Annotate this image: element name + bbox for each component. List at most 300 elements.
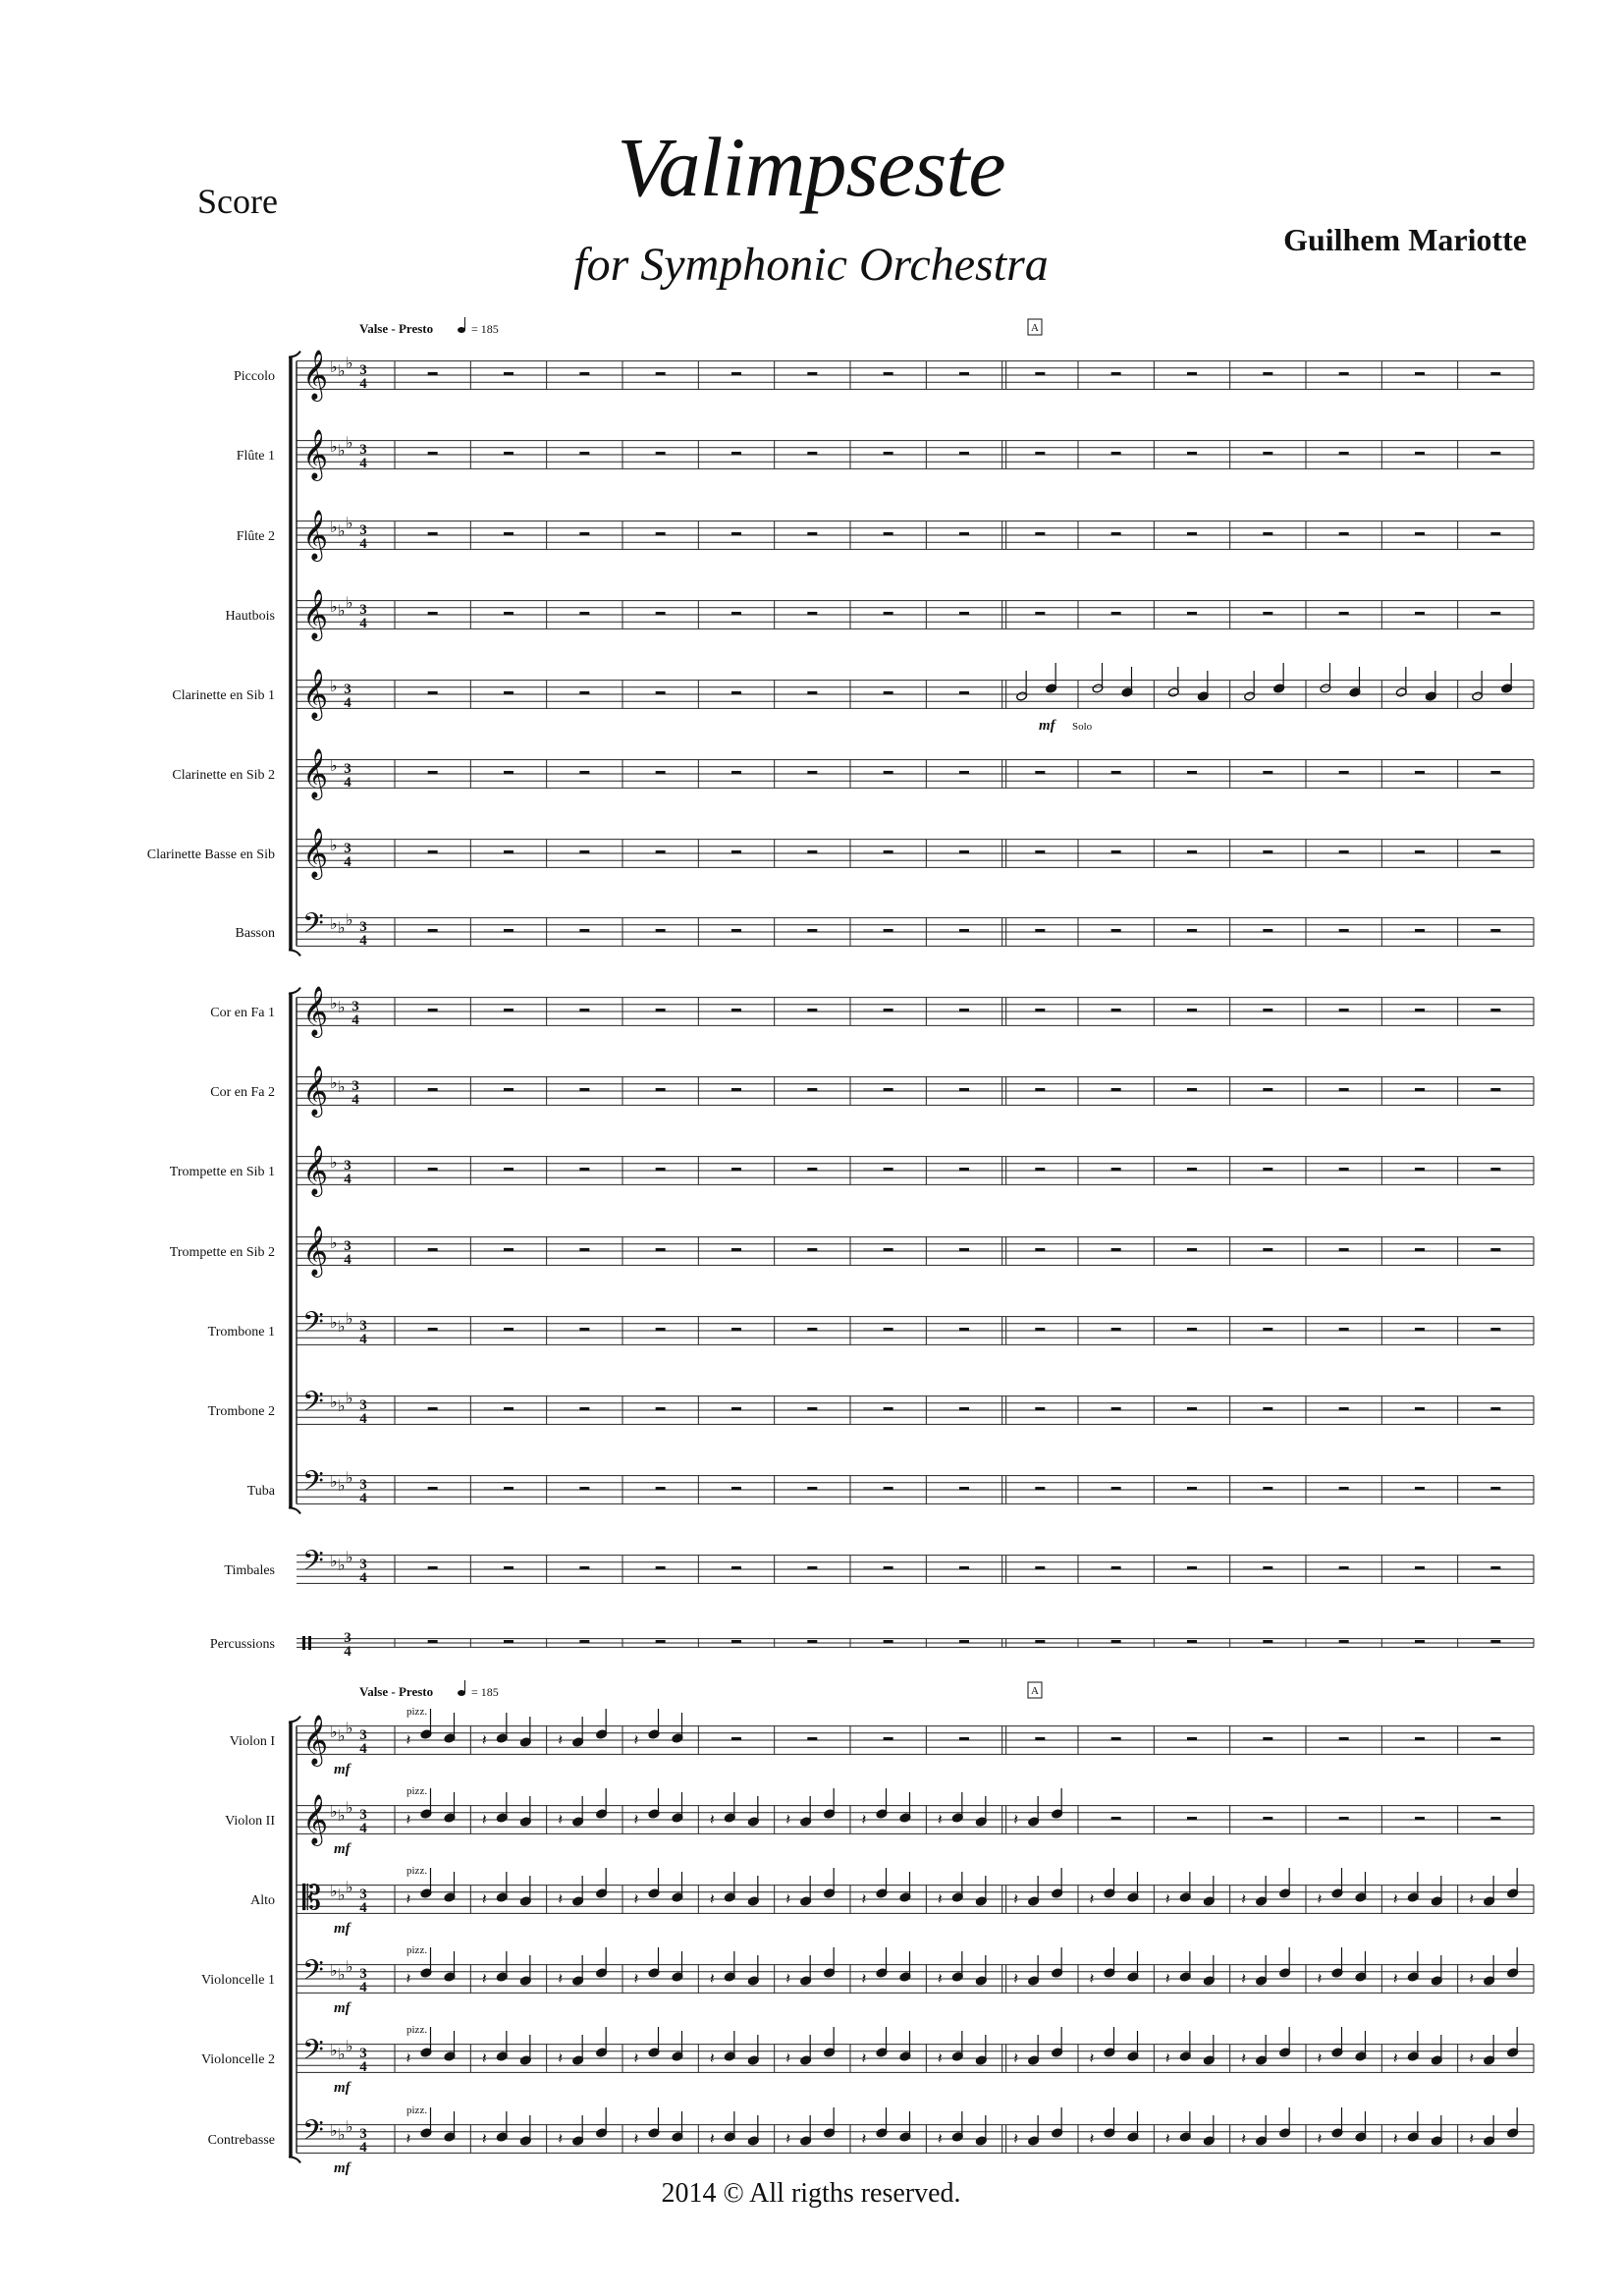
measure-rest xyxy=(428,1407,438,1410)
flat-sign: ♭ xyxy=(346,354,353,372)
measure-rest xyxy=(731,532,741,535)
measure-rest xyxy=(1263,1487,1272,1490)
dynamic-marking: mf xyxy=(334,1921,351,1937)
quarter-rest: 𝄽 xyxy=(1469,2129,1475,2148)
time-signature-bottom: 4 xyxy=(359,1980,367,1995)
measure-rest xyxy=(731,850,741,853)
measure-rest xyxy=(1263,1009,1272,1011)
measure-rest xyxy=(807,532,817,535)
instrument-name: Flûte 2 xyxy=(236,529,275,544)
flat-sign: ♭ xyxy=(338,2125,346,2144)
flat-sign: ♭ xyxy=(330,597,338,616)
measure-rest xyxy=(1339,1009,1349,1011)
flat-sign: ♭ xyxy=(338,1556,346,1574)
quarter-rest: 𝄽 xyxy=(633,1730,639,1749)
measure-rest xyxy=(656,1487,666,1490)
time-signature-bottom: 4 xyxy=(351,1092,359,1108)
piece-title: Valimpseste xyxy=(617,120,1005,214)
quarter-rest: 𝄽 xyxy=(633,1889,639,1908)
measure-rest xyxy=(428,850,438,853)
quarter-rest: 𝄽 xyxy=(1317,2129,1323,2148)
quarter-rest: 𝄽 xyxy=(785,1889,791,1908)
measure-rest xyxy=(579,1640,589,1643)
flat-sign: ♭ xyxy=(338,361,346,380)
time-signature-top: 3 xyxy=(359,919,367,935)
quarter-rest: 𝄽 xyxy=(633,1810,639,1829)
measure-rest xyxy=(579,1566,589,1569)
measure-rest xyxy=(1111,929,1121,932)
quarter-rest: 𝄽 xyxy=(937,1889,943,1908)
time-signature-bottom: 4 xyxy=(359,2059,367,2075)
treble-clef: 𝄞 xyxy=(302,986,329,1036)
measure-rest xyxy=(731,372,741,375)
time-signature-bottom: 4 xyxy=(359,1570,367,1586)
measure-rest xyxy=(884,612,893,615)
measure-rest xyxy=(1263,1168,1272,1171)
time-signature-top: 3 xyxy=(344,1238,351,1254)
time-signature-bottom: 4 xyxy=(359,616,367,631)
tempo-note-icon xyxy=(458,1690,465,1696)
measure-rest xyxy=(731,1737,741,1740)
bass-clef: 𝄢 xyxy=(302,1465,324,1504)
time-signature-bottom: 4 xyxy=(359,1900,367,1916)
flat-sign: ♭ xyxy=(330,357,338,376)
time-signature-bottom: 4 xyxy=(344,775,351,791)
measure-rest xyxy=(428,1487,438,1490)
measure-rest xyxy=(1035,1737,1045,1740)
quarter-rest: 𝄽 xyxy=(633,1969,639,1988)
tempo-marking: Valse - Presto xyxy=(359,1684,434,1699)
measure-rest xyxy=(656,532,666,535)
flat-sign: ♭ xyxy=(346,1957,353,1976)
measure-rest xyxy=(884,1407,893,1410)
instrument-name: Violon II xyxy=(225,1814,275,1829)
quarter-rest: 𝄽 xyxy=(1164,2049,1170,2067)
measure-rest xyxy=(504,1248,514,1251)
measure-rest xyxy=(1035,1640,1045,1643)
measure-rest xyxy=(959,929,969,932)
quarter-rest: 𝄽 xyxy=(861,1810,867,1829)
measure-rest xyxy=(959,691,969,694)
measure-rest xyxy=(1263,850,1272,853)
measure-rest xyxy=(1415,452,1425,455)
measure-rest xyxy=(1490,1737,1500,1740)
measure-rest xyxy=(1415,1407,1425,1410)
instrument-name: Cor en Fa 2 xyxy=(210,1085,275,1100)
time-signature-bottom: 4 xyxy=(351,1012,359,1028)
bracket-hook xyxy=(289,352,300,357)
quarter-rest: 𝄽 xyxy=(1469,1889,1475,1908)
flat-sign: ♭ xyxy=(338,1396,346,1415)
bass-clef: 𝄢 xyxy=(302,1954,324,1994)
flat-sign: ♭ xyxy=(346,1798,353,1817)
measure-rest xyxy=(1187,452,1197,455)
measure-rest xyxy=(731,1248,741,1251)
measure-rest xyxy=(579,771,589,774)
quarter-rest: 𝄽 xyxy=(1392,2129,1398,2148)
measure-rest xyxy=(1490,452,1500,455)
measure-rest xyxy=(1490,929,1500,932)
measure-rest xyxy=(1263,771,1272,774)
quarter-rest: 𝄽 xyxy=(1317,1969,1323,1988)
measure-rest xyxy=(731,929,741,932)
measure-rest xyxy=(504,372,514,375)
quarter-rest: 𝄽 xyxy=(1089,1969,1095,1988)
measure-rest xyxy=(1263,1407,1272,1410)
measure-rest xyxy=(1035,850,1045,853)
instrument-name: Piccolo xyxy=(234,369,275,384)
flat-sign: ♭ xyxy=(346,1719,353,1737)
measure-rest xyxy=(1035,771,1045,774)
measure-rest xyxy=(1111,532,1121,535)
measure-rest xyxy=(1187,771,1197,774)
measure-rest xyxy=(1187,612,1197,615)
measure-rest xyxy=(504,1640,514,1643)
measure-rest xyxy=(1111,1088,1121,1091)
quarter-rest: 𝄽 xyxy=(861,1889,867,1908)
measure-rest xyxy=(884,1009,893,1011)
measure-rest xyxy=(1111,1487,1121,1490)
measure-rest xyxy=(807,372,817,375)
time-signature-bottom: 4 xyxy=(359,1491,367,1506)
measure-rest xyxy=(1415,850,1425,853)
quarter-rest: 𝄽 xyxy=(1241,2129,1247,2148)
flat-sign: ♭ xyxy=(330,1313,338,1332)
measure-rest xyxy=(428,452,438,455)
treble-clef: 𝄞 xyxy=(302,1715,329,1765)
measure-rest xyxy=(1187,1407,1197,1410)
measure-rest xyxy=(428,532,438,535)
measure-rest xyxy=(1490,1009,1500,1011)
measure-rest xyxy=(1490,1566,1500,1569)
time-signature-top: 3 xyxy=(359,1477,367,1493)
measure-rest xyxy=(1415,372,1425,375)
alto-clef: 𝄡 xyxy=(302,1879,321,1918)
measure-rest xyxy=(884,1737,893,1740)
measure-rest xyxy=(731,1640,741,1643)
measure-rest xyxy=(959,1248,969,1251)
measure-rest xyxy=(1339,532,1349,535)
measure-rest xyxy=(1490,1088,1500,1091)
treble-clef: 𝄞 xyxy=(302,1066,329,1116)
time-signature-top: 3 xyxy=(359,442,367,458)
quarter-rest: 𝄽 xyxy=(861,2049,867,2067)
time-signature-bottom: 4 xyxy=(359,1411,367,1427)
measure-rest xyxy=(428,1168,438,1171)
quarter-rest: 𝄽 xyxy=(1089,1889,1095,1908)
measure-rest xyxy=(1111,1328,1121,1331)
measure-rest xyxy=(504,691,514,694)
measure-rest xyxy=(807,1248,817,1251)
instrument-name: Trompette en Sib 1 xyxy=(169,1165,275,1179)
tempo-note-icon xyxy=(458,327,465,333)
measure-rest xyxy=(1490,1407,1500,1410)
measure-rest xyxy=(1415,1737,1425,1740)
quarter-rest: 𝄽 xyxy=(861,2129,867,2148)
measure-rest xyxy=(579,1328,589,1331)
measure-rest xyxy=(428,372,438,375)
quarter-rest: 𝄽 xyxy=(406,1969,411,1988)
measure-rest xyxy=(656,612,666,615)
instrument-name: Clarinette Basse en Sib xyxy=(146,847,275,862)
measure-rest xyxy=(807,691,817,694)
instrument-name: Violoncelle 1 xyxy=(201,1973,275,1988)
tempo-bpm: = 185 xyxy=(471,1685,499,1699)
measure-rest xyxy=(807,771,817,774)
quarter-rest: 𝄽 xyxy=(633,2129,639,2148)
measure-rest xyxy=(656,372,666,375)
measure-rest xyxy=(1187,1248,1197,1251)
flat-sign: ♭ xyxy=(330,518,338,536)
measure-rest xyxy=(656,1328,666,1331)
time-signature-top: 3 xyxy=(344,682,351,697)
measure-rest xyxy=(1339,1487,1349,1490)
time-signature-top: 3 xyxy=(359,2046,367,2061)
flat-sign: ♭ xyxy=(338,998,346,1016)
instrument-name: Violoncelle 2 xyxy=(201,2052,275,2067)
quarter-rest: 𝄽 xyxy=(406,2049,411,2067)
measure-rest xyxy=(1490,1248,1500,1251)
measure-rest xyxy=(1187,1817,1197,1820)
measure-rest xyxy=(428,691,438,694)
measure-rest xyxy=(428,1328,438,1331)
measure-rest xyxy=(579,1407,589,1410)
measure-rest xyxy=(1035,1009,1045,1011)
measure-rest xyxy=(1415,612,1425,615)
treble-clef: 𝄞 xyxy=(302,589,329,639)
quarter-rest: 𝄽 xyxy=(1241,1969,1247,1988)
measure-rest xyxy=(1111,771,1121,774)
measure-rest xyxy=(1035,1328,1045,1331)
measure-rest xyxy=(1490,1817,1500,1820)
measure-rest xyxy=(1111,452,1121,455)
flat-sign: ♭ xyxy=(346,514,353,532)
measure-rest xyxy=(807,1088,817,1091)
measure-rest xyxy=(731,1009,741,1011)
measure-rest xyxy=(504,1407,514,1410)
flat-sign: ♭ xyxy=(346,593,353,612)
measure-rest xyxy=(504,850,514,853)
dynamic-marking: mf xyxy=(334,2080,351,2096)
flat-sign: ♭ xyxy=(338,1476,346,1495)
measure-rest xyxy=(1339,1817,1349,1820)
flat-sign: ♭ xyxy=(338,1806,346,1825)
measure-rest xyxy=(1111,1009,1121,1011)
flat-sign: ♭ xyxy=(346,1389,353,1407)
measure-rest xyxy=(807,929,817,932)
time-signature-bottom: 4 xyxy=(359,1821,367,1836)
measure-rest xyxy=(428,1248,438,1251)
measure-rest xyxy=(1415,1487,1425,1490)
flat-sign: ♭ xyxy=(338,1077,346,1096)
quarter-rest: 𝄽 xyxy=(709,1969,715,1988)
quarter-rest: 𝄽 xyxy=(481,1969,487,1988)
instrument-name: Flûte 1 xyxy=(236,449,275,464)
measure-rest xyxy=(807,1640,817,1643)
measure-rest xyxy=(504,532,514,535)
quarter-rest: 𝄽 xyxy=(709,1889,715,1908)
measure-rest xyxy=(731,612,741,615)
measure-rest xyxy=(959,1737,969,1740)
measure-rest xyxy=(579,532,589,535)
measure-rest xyxy=(1339,1328,1349,1331)
time-signature-bottom: 4 xyxy=(344,1172,351,1187)
measure-rest xyxy=(1187,850,1197,853)
tempo-bpm: = 185 xyxy=(471,322,499,336)
quarter-rest: 𝄽 xyxy=(1469,1969,1475,1988)
quarter-rest: 𝄽 xyxy=(1317,2049,1323,2067)
instrument-name: Clarinette en Sib 2 xyxy=(172,768,275,783)
treble-clef: 𝄞 xyxy=(302,748,329,798)
measure-rest xyxy=(731,1487,741,1490)
instrument-name: Percussions xyxy=(209,1637,275,1652)
quarter-rest: 𝄽 xyxy=(1469,2049,1475,2067)
measure-rest xyxy=(1263,1248,1272,1251)
bass-clef: 𝄢 xyxy=(302,907,324,947)
measure-rest xyxy=(428,1009,438,1011)
time-signature-bottom: 4 xyxy=(344,1644,351,1660)
quarter-rest: 𝄽 xyxy=(406,1730,411,1749)
flat-sign: ♭ xyxy=(330,1802,338,1821)
measure-rest xyxy=(428,771,438,774)
flat-sign: ♭ xyxy=(346,910,353,929)
measure-rest xyxy=(959,1407,969,1410)
bracket-hook xyxy=(289,2157,300,2162)
measure-rest xyxy=(1490,1487,1500,1490)
percussion-clef xyxy=(302,1636,305,1650)
measure-rest xyxy=(807,1737,817,1740)
measure-rest xyxy=(884,372,893,375)
flat-sign: ♭ xyxy=(338,441,346,460)
measure-rest xyxy=(1111,1817,1121,1820)
instrument-name: Timbales xyxy=(224,1563,275,1578)
measure-rest xyxy=(807,452,817,455)
measure-rest xyxy=(884,1168,893,1171)
measure-rest xyxy=(579,452,589,455)
measure-rest xyxy=(656,1248,666,1251)
measure-rest xyxy=(884,850,893,853)
measure-rest xyxy=(1111,1640,1121,1643)
instrument-name: Violon I xyxy=(229,1734,275,1749)
flat-sign: ♭ xyxy=(346,1309,353,1328)
measure-rest xyxy=(1263,1640,1272,1643)
measure-rest xyxy=(656,1009,666,1011)
measure-rest xyxy=(656,929,666,932)
instrument-name: Clarinette en Sib 1 xyxy=(172,688,275,703)
quarter-rest: 𝄽 xyxy=(481,2049,487,2067)
measure-rest xyxy=(884,1640,893,1643)
instrument-name: Basson xyxy=(235,926,275,941)
flat-sign: ♭ xyxy=(338,1965,346,1984)
measure-rest xyxy=(656,1566,666,1569)
quarter-rest: 𝄽 xyxy=(1241,1889,1247,1908)
time-signature-bottom: 4 xyxy=(359,376,367,392)
measure-rest xyxy=(959,372,969,375)
time-signature-bottom: 4 xyxy=(359,1332,367,1347)
measure-rest xyxy=(959,1168,969,1171)
flat-sign: ♭ xyxy=(330,756,338,775)
solo-annotation: Solo xyxy=(1072,721,1093,733)
time-signature-top: 3 xyxy=(359,522,367,538)
measure-rest xyxy=(1035,1168,1045,1171)
bracket-hook xyxy=(289,1717,300,1722)
measure-rest xyxy=(1187,1168,1197,1171)
quarter-rest: 𝄽 xyxy=(406,1810,411,1829)
measure-rest xyxy=(1339,1640,1349,1643)
measure-rest xyxy=(1035,532,1045,535)
measure-rest xyxy=(504,612,514,615)
quarter-rest: 𝄽 xyxy=(481,1810,487,1829)
treble-clef: 𝄞 xyxy=(302,828,329,878)
measure-rest xyxy=(1035,1088,1045,1091)
measure-rest xyxy=(656,1640,666,1643)
measure-rest xyxy=(731,1566,741,1569)
time-signature-top: 3 xyxy=(344,1630,351,1646)
quarter-rest: 𝄽 xyxy=(1317,1889,1323,1908)
measure-rest xyxy=(731,1407,741,1410)
quarter-rest: 𝄽 xyxy=(633,2049,639,2067)
measure-rest xyxy=(731,1168,741,1171)
measure-rest xyxy=(1187,532,1197,535)
time-signature-top: 3 xyxy=(344,841,351,856)
time-signature-top: 3 xyxy=(359,1557,367,1572)
measure-rest xyxy=(1415,1009,1425,1011)
measure-rest xyxy=(1035,372,1045,375)
quarter-rest: 𝄽 xyxy=(1392,1969,1398,1988)
quarter-rest: 𝄽 xyxy=(1392,2049,1398,2067)
measure-rest xyxy=(656,1088,666,1091)
measure-rest xyxy=(1187,1328,1197,1331)
quarter-rest: 𝄽 xyxy=(1164,1889,1170,1908)
time-signature-top: 3 xyxy=(359,1966,367,1982)
flat-sign: ♭ xyxy=(346,1548,353,1566)
measure-rest xyxy=(428,1566,438,1569)
measure-rest xyxy=(1111,612,1121,615)
measure-rest xyxy=(1490,532,1500,535)
pizz-annotation: pizz. xyxy=(406,1706,428,1718)
measure-rest xyxy=(1339,929,1349,932)
time-signature-bottom: 4 xyxy=(344,854,351,870)
measure-rest xyxy=(1035,1487,1045,1490)
measure-rest xyxy=(1263,1737,1272,1740)
measure-rest xyxy=(1415,771,1425,774)
measure-rest xyxy=(1111,1168,1121,1171)
measure-rest xyxy=(1415,1566,1425,1569)
quarter-rest: 𝄽 xyxy=(558,2049,564,2067)
flat-sign: ♭ xyxy=(330,437,338,456)
measure-rest xyxy=(1415,1088,1425,1091)
measure-rest xyxy=(1263,1328,1272,1331)
measure-rest xyxy=(884,1328,893,1331)
measure-rest xyxy=(1339,1248,1349,1251)
measure-rest xyxy=(731,691,741,694)
time-signature-bottom: 4 xyxy=(359,933,367,949)
bracket-hook xyxy=(289,950,300,956)
quarter-rest: 𝄽 xyxy=(1164,1969,1170,1988)
measure-rest xyxy=(884,771,893,774)
flat-sign: ♭ xyxy=(338,1726,346,1745)
time-signature-top: 3 xyxy=(351,1078,359,1094)
dynamic-marking: mf xyxy=(334,1762,351,1777)
bass-clef: 𝄢 xyxy=(302,1386,324,1425)
measure-rest xyxy=(656,691,666,694)
flat-sign: ♭ xyxy=(330,2041,338,2059)
flat-sign: ♭ xyxy=(330,1393,338,1411)
quarter-rest: 𝄽 xyxy=(558,1730,564,1749)
pizz-annotation: pizz. xyxy=(406,1785,428,1797)
bass-clef: 𝄢 xyxy=(302,1545,324,1584)
measure-rest xyxy=(1263,452,1272,455)
